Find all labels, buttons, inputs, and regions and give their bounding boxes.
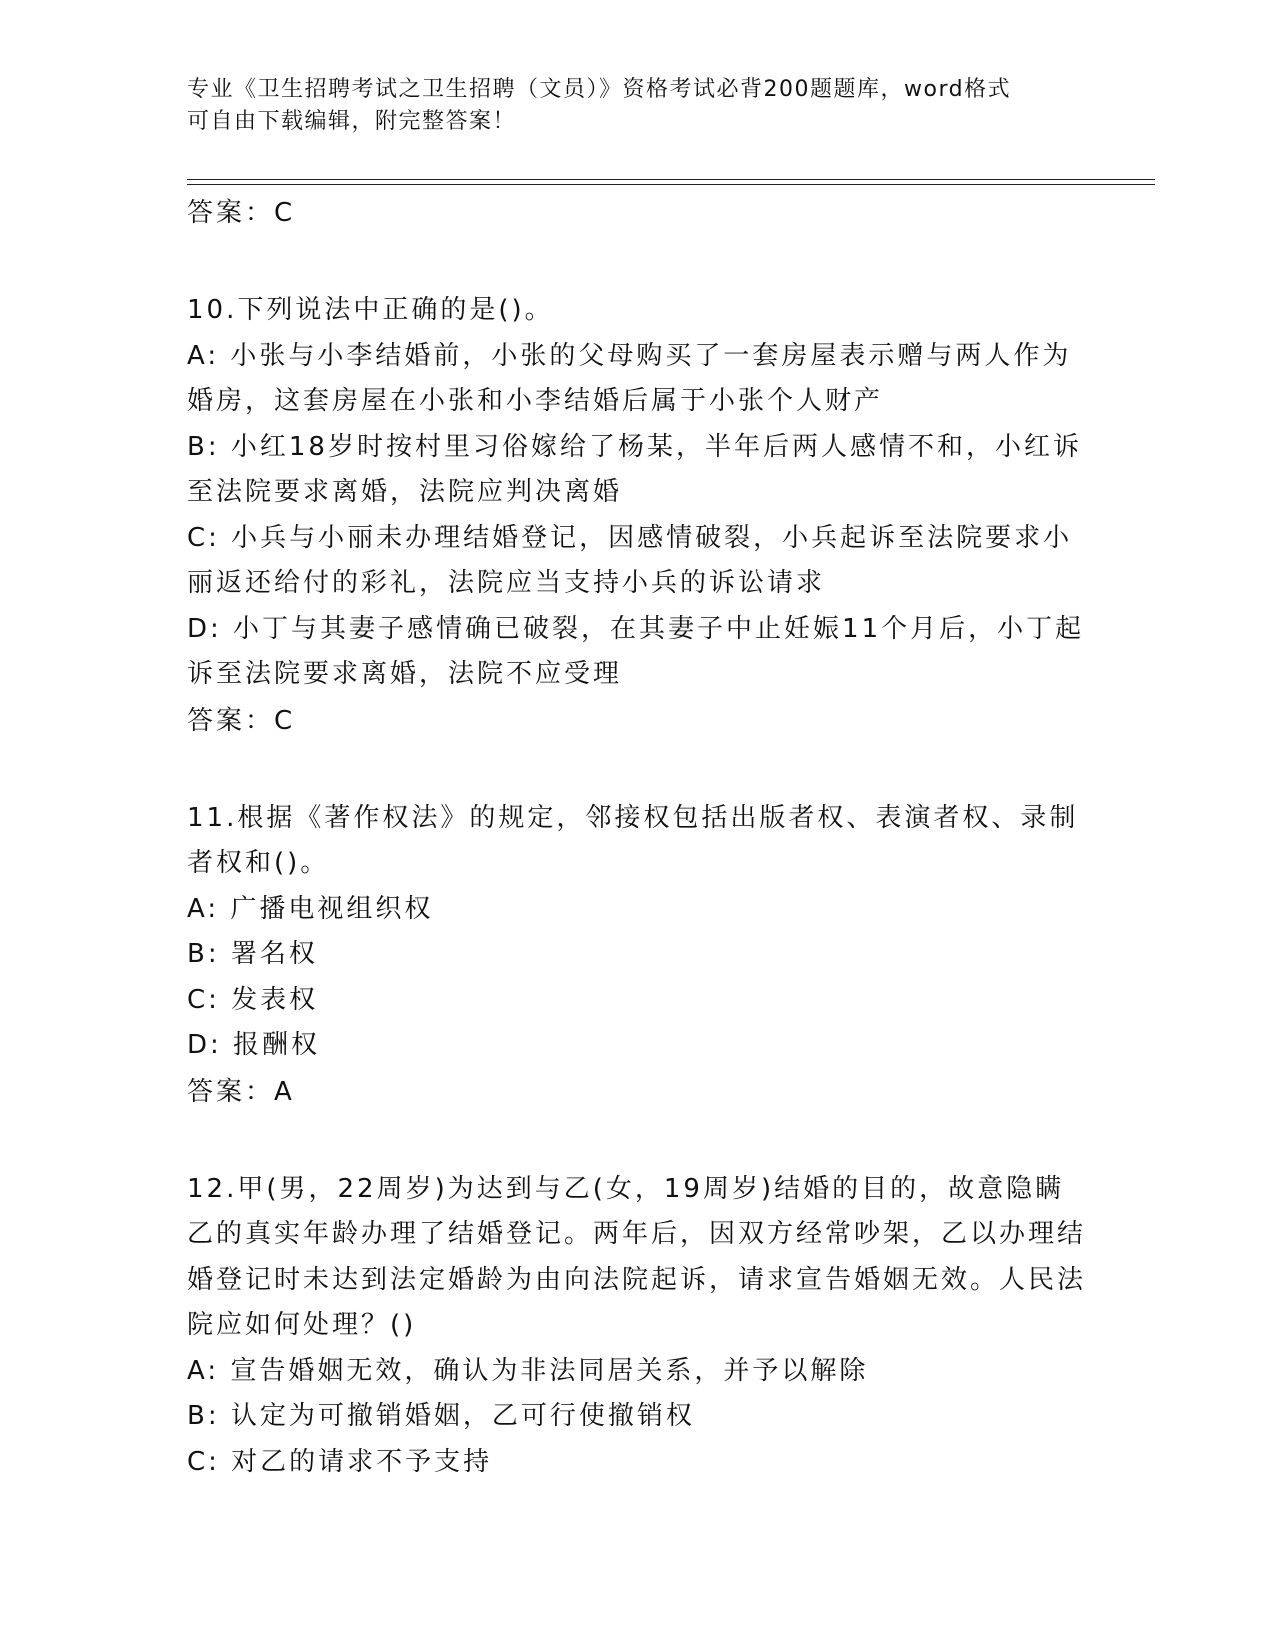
- option-b: B: 署名权: [187, 939, 318, 969]
- option-d: D: 报酬权: [187, 1030, 321, 1060]
- answer: 答案：A: [187, 1076, 295, 1107]
- header-title-line-1: 专业《卫生招聘考试之卫生招聘（文员）》资格考试必背200题题库，word格式: [187, 77, 1012, 102]
- question-stem: 12.甲(男，22周岁)为达到与乙(女，19周岁)结婚的目的，故意隐瞒乙的真实年龄办理了结婚登记。两年后，因双方经常吵架，乙以办理结婚登记时未达到法定婚龄为由向法院起诉，请求宣告婚姻无效。人民法院应如何处理？(): [187, 1173, 1087, 1340]
- option-c: C: 对乙的请求不予支持: [187, 1446, 493, 1477]
- question-list: [187, 190, 1087, 1485]
- option-b: B: 小红18岁时按村里习俗嫁给了杨某，半年后两人感情不和，小红诉至法院要求离婚，法院应判决离婚: [187, 431, 1082, 507]
- document-header: [187, 74, 1087, 138]
- option-c: C: 发表权: [187, 984, 319, 1015]
- question-11: [187, 796, 1087, 1115]
- question-stem: 10.下列说法中正确的是()。: [187, 295, 554, 325]
- option-a: A: 小张与小李结婚前，小张的父母购买了一套房屋表示赠与两人作为婚房，这套房屋在小张和小李结婚后属于小张个人财产: [187, 340, 1072, 416]
- option-c: C: 小兵与小丽未办理结婚登记，因感情破裂，小兵起诉至法院要求小丽返还给付的彩礼，法院应当支持小兵的诉讼请求: [187, 522, 1073, 598]
- spacer: [187, 744, 1087, 796]
- spacer: [187, 236, 1087, 288]
- header-divider-top: [187, 179, 1155, 180]
- header-title-line-2: 可自由下载编辑，附完整答案！: [187, 109, 517, 134]
- question-stem: 11.根据《著作权法》的规定，邻接权包括出版者权、表演者权、录制者权和()。: [187, 802, 1079, 878]
- answer: 答案：C: [187, 705, 296, 736]
- previous-answer: 答案：C: [187, 198, 296, 228]
- option-a: A: 广播电视组织权: [187, 893, 434, 924]
- header-divider-bottom: [187, 184, 1155, 185]
- question-12: [187, 1167, 1087, 1486]
- question-10: [187, 288, 1087, 744]
- option-b: B: 认定为可撤销婚姻，乙可行使撤销权: [187, 1401, 695, 1431]
- option-a: A: 宣告婚姻无效，确认为非法同居关系，并予以解除: [187, 1355, 869, 1386]
- option-d: D: 小丁与其妻子感情确已破裂，在其妻子中止妊娠11个月后，小丁起诉至法院要求离婚，法院不应受理: [187, 613, 1085, 689]
- spacer: [187, 1115, 1087, 1167]
